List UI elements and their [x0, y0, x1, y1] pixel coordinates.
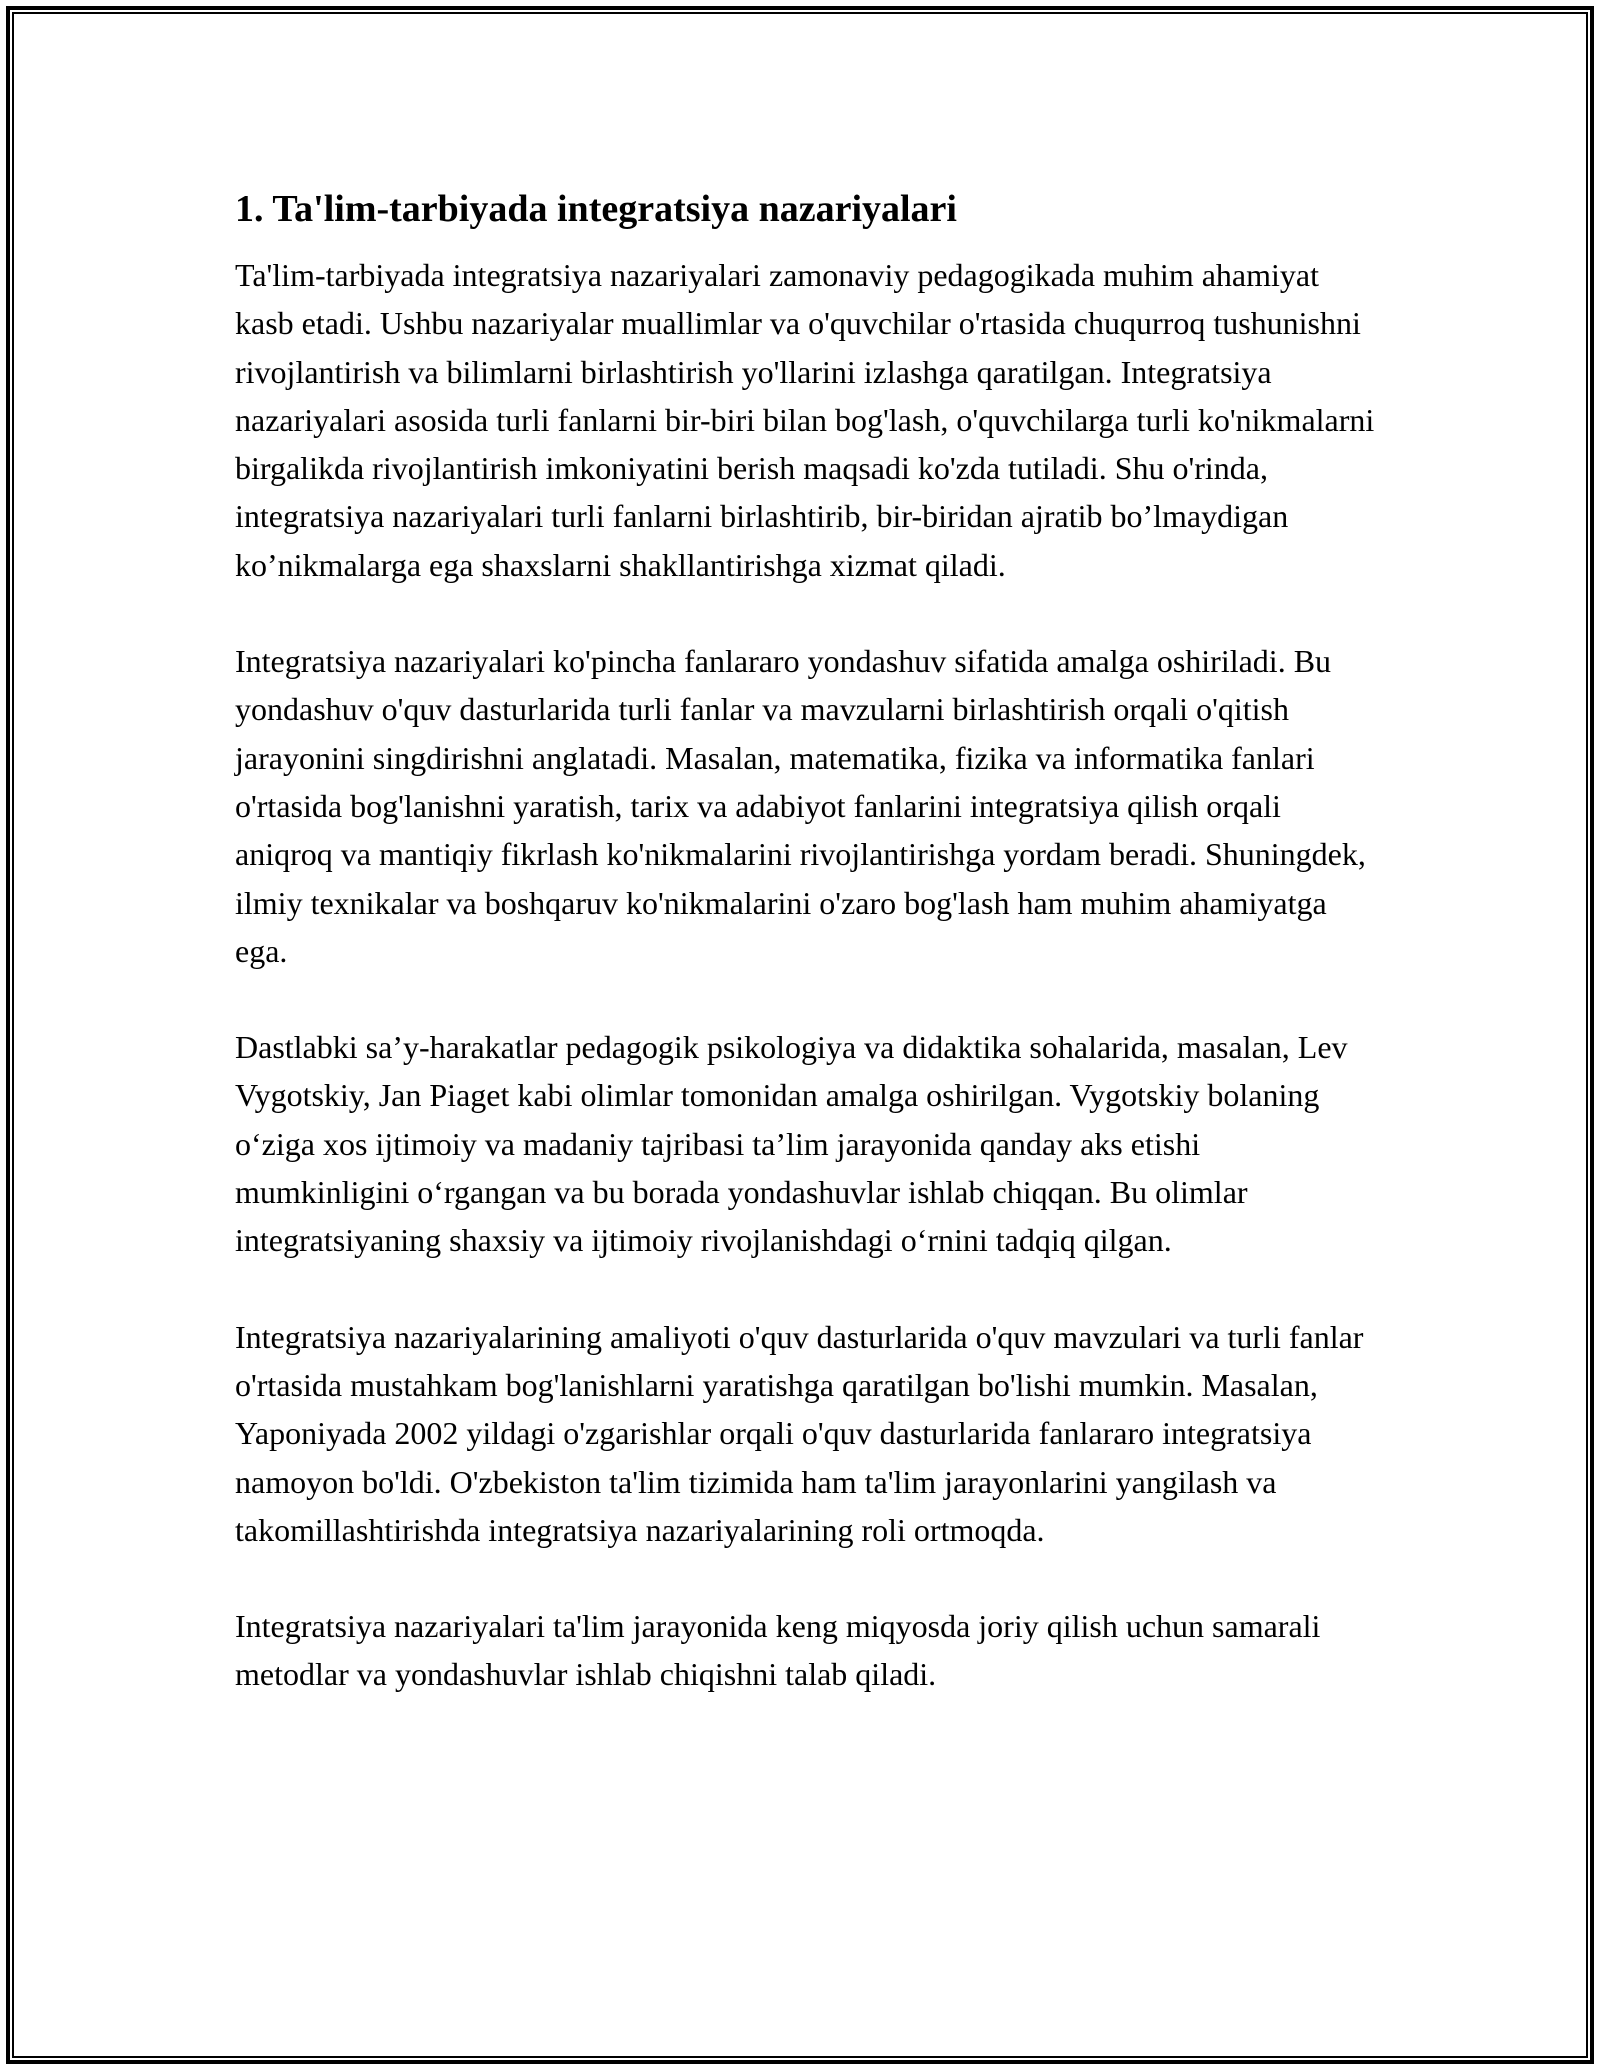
paragraph-4: Integratsiya nazariyalarining amaliyoti o'quv dasturlarida o'quv mavzulari va turli fanlar o'rtasida mustahkam bog'lanishlarni yaratishga qaratilgan bo'lishi mumkin. Masalan, Yaponiyada 2002 yildagi o'zgarishlar orqali o'quv dasturlarida fanlararo integratsiya namoyon bo'ldi. O'zbekiston ta'lim tizimida ham ta'lim jarayonlarini yangilash va takomillashtirishda integratsiya nazariyalarining roli ortmoqda. [235, 1318, 1364, 1548]
paragraph-2: Integratsiya nazariyalari ko'pincha fanlararo yondashuv sifatida amalga oshiriladi. Bu yondashuv o'quv dasturlarida turli fanlar va mavzularni birlashtirish orqali o'qitish jarayonini singdirishni anglatadi. Masalan, matematika, fizika va informatika fanlari o'rtasida bog'lanishni yaratish, tarix va adabiyot fanlarini integratsiya qilish orqali aniqroq va mantiqiy fikrlash ko'nikmalarini rivojlantirishga yordam beradi. Shuningdek, ilmiy texnikalar va boshqaruv ko'nikmalarini o'zaro bog'lash ham muhim ahamiyatga ega. [235, 643, 1366, 969]
paragraph-1: Ta'lim-tarbiyada integratsiya nazariyalari zamonaviy pedagogikada muhim ahamiyat kasb etadi. Ushbu nazariyalar muallimlar va o'quvchilar o'rtasida chuqurroq tushunishni rivojlantirish va bilimlarni birlashtirish yo'llarini izlashga qaratilgan. Integratsiya nazariyalari asosida turli fanlarni bir-biri bilan bog'lash, o'quvchilarga turli ko'nikmalarni birgalikda rivojlantirish imkoniyatini berish maqsadi ko'zda tutiladi. Shu o'rinda, integratsiya nazariyalari turli fanlarni birlashtirib, bir-biridan ajratib bo’lmaydigan ko’nikmalarga ega shaxslarni shakllantirishga xizmat qiladi. [235, 257, 1375, 583]
paragraph-5: Integratsiya nazariyalari ta'lim jarayonida keng miqyosda joriy qilish uchun samarali metodlar va yondashuvlar ishlab chiqishni talab qiladi. [235, 1608, 1321, 1693]
paragraph-3: Dastlabki sa’y-harakatlar pedagogik psikologiya va didaktika sohalarida, masalan, Lev Vygotskiy, Jan Piaget kabi olimlar tomonidan amalga oshirilgan. Vygotskiy bolaning o‘ziga xos ijtimoiy va madaniy tajribasi ta’lim jarayonida qanday aks etishi mumkinligini o‘rgangan va bu borada yondashuvlar ishlab chiqqan. Bu olimlar integratsiyaning shaxsiy va ijtimoiy rivojlanishdagi o‘rnini tadqiq qilgan. [235, 1029, 1348, 1259]
section-heading: 1. Ta'lim-tarbiyada integratsiya nazariyalari [235, 188, 957, 230]
document-body [235, 185, 1375, 1747]
